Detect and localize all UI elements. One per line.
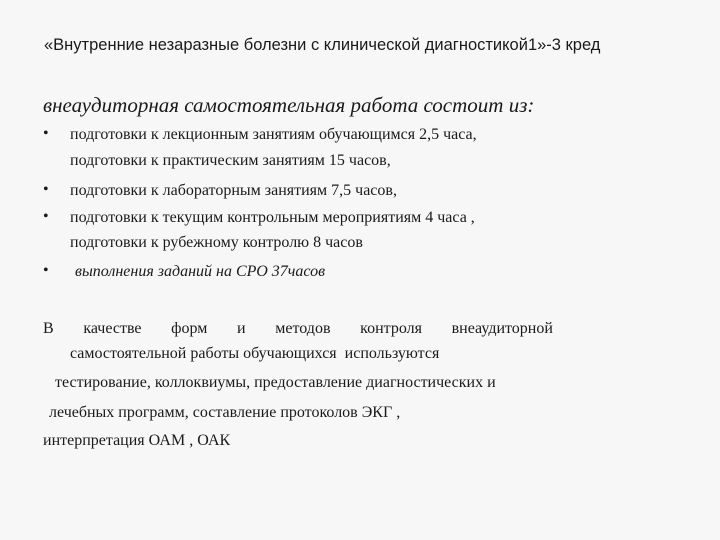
bullet-icon: • xyxy=(43,181,49,198)
list-item-text: подготовки к рубежному контролю 8 часов xyxy=(70,234,363,251)
section-heading: внеаудиторная самостоятельная работа состоит из: xyxy=(43,93,535,117)
bullet-icon: • xyxy=(43,208,49,225)
bullet-icon: • xyxy=(43,125,49,142)
list-item-text: подготовки к лабораторным занятиям 7,5 часов, xyxy=(70,182,397,199)
word: и xyxy=(237,320,246,337)
paragraph-line: лечебных программ, составление протоколов ЭКГ , xyxy=(49,404,401,421)
paragraph-line: интерпретация ОАМ , ОАК xyxy=(43,432,231,449)
word: форм xyxy=(171,320,208,337)
list-item-text: выполнения заданий на СРО 37часов xyxy=(75,263,326,280)
bullet-icon: • xyxy=(43,262,49,279)
slide-title: «Внутренние незаразные болезни с клинической диагностикой1»-3 кред xyxy=(44,36,601,54)
list-item-text: подготовки к практическим занятиям 15 часов, xyxy=(70,152,391,169)
word: методов xyxy=(275,320,331,337)
word: В xyxy=(43,320,54,337)
paragraph-line xyxy=(43,320,553,338)
paragraph-line: тестирование, коллоквиумы, предоставление диагностических и xyxy=(55,374,496,391)
word: контроля xyxy=(360,320,422,337)
word: внеаудиторной xyxy=(451,320,553,337)
list-item-text: подготовки к текущим контрольным мероприятиям 4 часа , xyxy=(70,209,475,226)
list-item-text: подготовки к лекционным занятиям обучающимся 2,5 часа, xyxy=(70,126,477,143)
paragraph-line: самостоятельной работы обучающихся используются xyxy=(70,345,440,362)
word: качестве xyxy=(83,320,142,337)
